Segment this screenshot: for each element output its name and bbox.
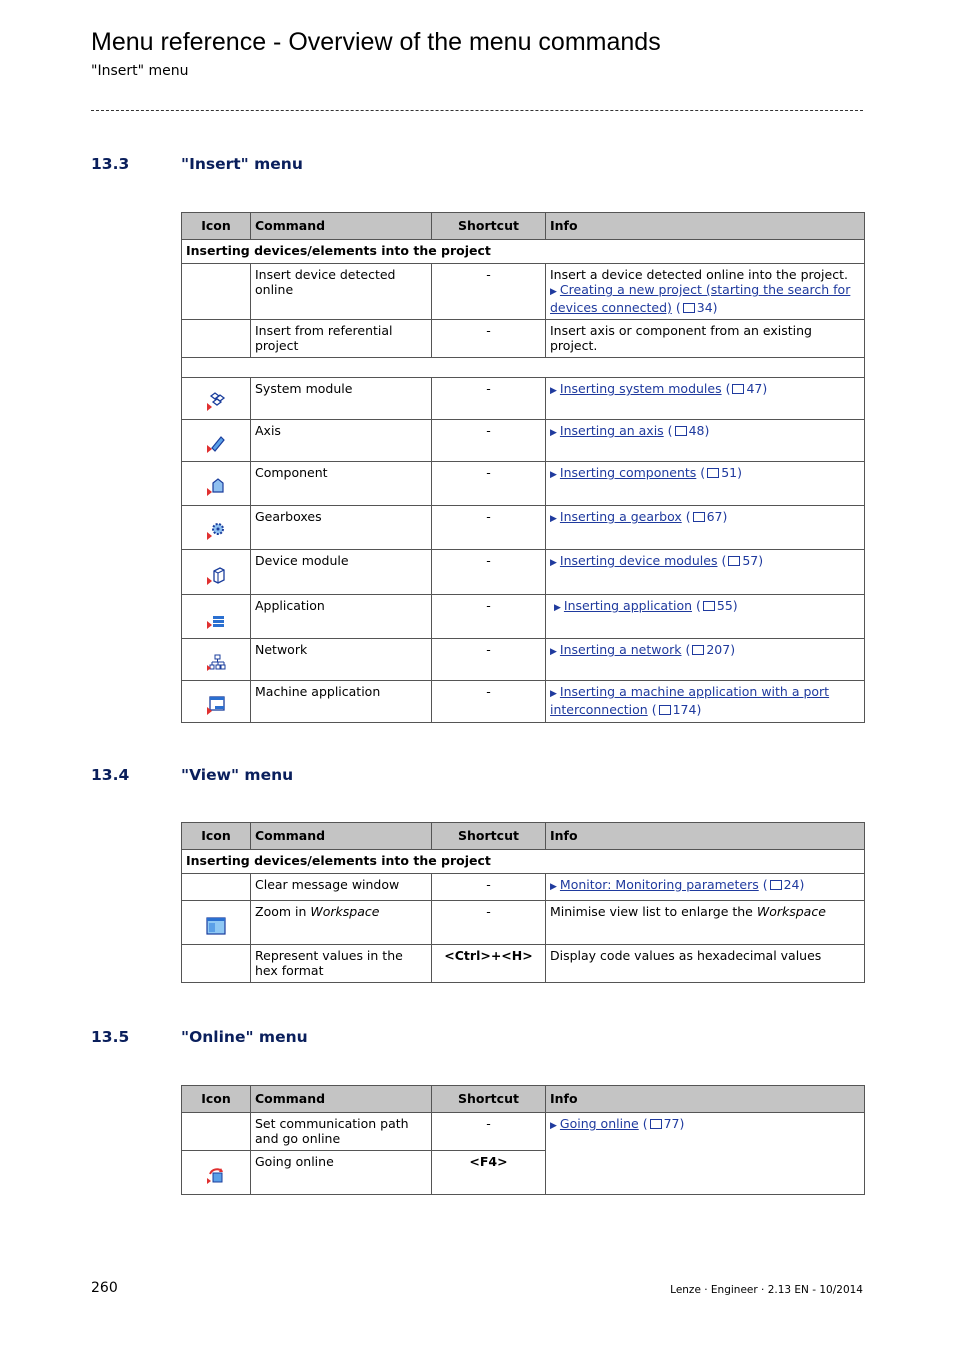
group-row: Inserting devices/elements into the project bbox=[182, 850, 865, 874]
table-header: Icon Command Shortcut Info bbox=[182, 823, 865, 850]
link-inserting-device-modules[interactable]: Inserting device modules bbox=[559, 553, 718, 568]
insert-menu-table bbox=[181, 212, 865, 723]
group-row: Inserting devices/elements into the project bbox=[182, 240, 865, 264]
header-divider bbox=[91, 110, 863, 111]
zoom-workspace-icon bbox=[206, 916, 226, 936]
arrow-right-icon: ▶ bbox=[553, 603, 561, 613]
table-row: Gearboxes - ▶ Inserting a gearbox ( 67) bbox=[182, 506, 865, 550]
table-row: Device module - ▶ Inserting device modules ( 57) bbox=[182, 550, 865, 595]
link-inserting-application[interactable]: Inserting application bbox=[563, 598, 693, 613]
section-heading-insert: 13.3 "Insert" menu bbox=[91, 155, 303, 173]
arrow-right-icon: ▶ bbox=[550, 428, 557, 438]
view-menu-table bbox=[181, 822, 865, 983]
arrow-right-icon: ▶ bbox=[550, 689, 557, 699]
table-row: Clear message window - ▶ Monitor: Monitoring parameters ( 24) bbox=[182, 874, 865, 901]
book-icon bbox=[707, 468, 719, 478]
network-icon bbox=[206, 653, 226, 673]
page-number: 260 bbox=[91, 1280, 118, 1296]
table-row: Application - ▶ Inserting application ( 55) bbox=[182, 595, 865, 639]
table-row: Insert device detected online - Insert a device detected online into the project. ▶ Creating a new project (starting the search for devices connected) ( 34) bbox=[182, 264, 865, 320]
table-row: Network - ▶ Inserting a network ( 207) bbox=[182, 639, 865, 681]
spacer-row bbox=[182, 358, 865, 378]
link-monitor-parameters[interactable]: Monitor: Monitoring parameters bbox=[559, 877, 759, 892]
table-row: Machine application - ▶ Inserting a machine application with a port interconnection ( 174) bbox=[182, 681, 865, 723]
book-icon bbox=[675, 426, 687, 436]
link-inserting-components[interactable]: Inserting components bbox=[559, 465, 697, 480]
book-icon bbox=[693, 512, 705, 522]
table-row: Represent values in the hex format <Ctrl>+<H> Display code values as hexadecimal values bbox=[182, 945, 865, 983]
book-icon bbox=[683, 303, 695, 313]
table-header: Icon Command Shortcut Info bbox=[182, 213, 865, 240]
table-row: Zoom in Workspace - Minimise view list to enlarge the Workspace bbox=[182, 901, 865, 945]
arrow-right-icon: ▶ bbox=[550, 287, 557, 297]
book-icon bbox=[728, 556, 740, 566]
arrow-right-icon: ▶ bbox=[550, 470, 557, 480]
link-inserting-system-modules[interactable]: Inserting system modules bbox=[559, 381, 722, 396]
device-module-icon bbox=[206, 566, 226, 586]
table-row: Going online <F4> bbox=[182, 1151, 865, 1195]
link-inserting-network[interactable]: Inserting a network bbox=[559, 642, 682, 657]
page-title: Menu reference - Overview of the menu commands bbox=[91, 28, 661, 56]
book-icon bbox=[770, 880, 782, 890]
table-row: System module - ▶ Inserting system modules ( 47) bbox=[182, 378, 865, 420]
link-going-online[interactable]: Going online bbox=[559, 1116, 639, 1131]
book-icon bbox=[732, 384, 744, 394]
arrow-right-icon: ▶ bbox=[550, 1121, 557, 1131]
going-online-icon bbox=[206, 1166, 226, 1186]
section-heading-online: 13.5 "Online" menu bbox=[91, 1028, 308, 1046]
link-creating-project[interactable]: Creating a new project (starting the search for devices connected) bbox=[550, 282, 851, 315]
arrow-right-icon: ▶ bbox=[550, 514, 557, 524]
link-inserting-gearbox[interactable]: Inserting a gearbox bbox=[559, 509, 682, 524]
link-inserting-machine-application[interactable]: Inserting a machine application with a port interconnection bbox=[550, 684, 830, 717]
application-icon bbox=[206, 610, 226, 630]
section-heading-view: 13.4 "View" menu bbox=[91, 766, 294, 784]
book-icon bbox=[659, 705, 671, 715]
axis-icon bbox=[206, 434, 226, 454]
system-module-icon bbox=[206, 392, 226, 412]
table-row: Insert from referential project - Insert axis or component from an existing project. bbox=[182, 320, 865, 358]
book-icon bbox=[692, 645, 704, 655]
book-icon bbox=[703, 601, 715, 611]
page-subtitle: "Insert" menu bbox=[91, 63, 189, 79]
component-icon bbox=[206, 477, 226, 497]
link-inserting-axis[interactable]: Inserting an axis bbox=[559, 423, 664, 438]
doc-info: Lenze · Engineer · 2.13 EN - 10/2014 bbox=[670, 1284, 863, 1296]
table-row: Component - ▶ Inserting components ( 51) bbox=[182, 462, 865, 506]
arrow-right-icon: ▶ bbox=[550, 386, 557, 396]
arrow-right-icon: ▶ bbox=[550, 882, 557, 892]
book-icon bbox=[650, 1119, 662, 1129]
table-row: Axis - ▶ Inserting an axis ( 48) bbox=[182, 420, 865, 462]
arrow-right-icon: ▶ bbox=[550, 558, 557, 568]
gearbox-icon bbox=[206, 521, 226, 541]
online-menu-table bbox=[181, 1085, 865, 1195]
table-row: Set communication path and go online - ▶ Going online ( 77) bbox=[182, 1113, 865, 1151]
arrow-right-icon: ▶ bbox=[550, 647, 557, 657]
table-header: Icon Command Shortcut Info bbox=[182, 1086, 865, 1113]
machine-application-icon bbox=[206, 695, 226, 715]
